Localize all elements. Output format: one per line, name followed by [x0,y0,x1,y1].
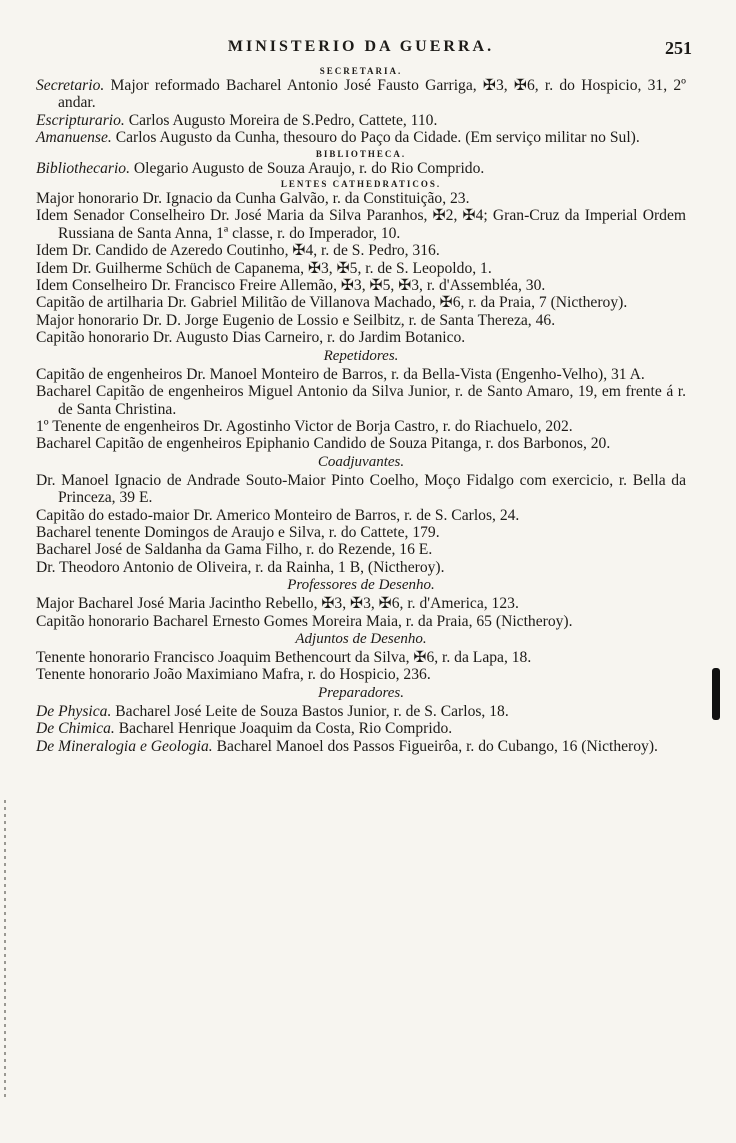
entry-text: Carlos Augusto da Cunha, thesouro do Paço da Cidade. (Em serviço militar no Sul). [115,129,640,147]
entry-coadjuvante: Bacharel tenente Domingos de Araujo e Silva, r. do Cattete, 179. [36,523,440,541]
entry-text: Olegario Augusto de Souza Araujo, r. do Rio Comprido. [133,159,485,177]
entry-escripturario [36,112,686,129]
entry-lente: Major honorario Dr. D. Jorge Eugenio de Lossio e Seilbitz, r. de Santa Thereza, 46. [36,311,556,329]
role-label: Secretario. [36,77,105,94]
entry-lente: Idem Dr. Guilherme Schüch de Capanema, ✠3, ✠5, r. de S. Leopoldo, 1. [36,259,492,277]
entry-lente: Idem Conselheiro Dr. Francisco Freire Allemão, ✠3, ✠5, ✠3, r. d'Assembléa, 30. [36,277,546,295]
page-number: 251 [665,38,692,58]
entry-lente: Capitão honorario Dr. Augusto Dias Carneiro, r. do Jardim Botanico. [36,329,466,347]
entry-repetidor: 1º Tenente de engenheiros Dr. Agostinho Victor de Borja Castro, r. do Riachuelo, 202. [36,417,573,435]
entry-preparador-physica [36,703,686,720]
role-label: De Mineralogia e Geologia. [36,737,213,755]
entry-coadjuvante: Dr. Manoel Ignacio de Andrade Souto-Maior Pinto Coelho, Moço Fidalgo com exercicio, r. Bella da Princeza, 39 E. [36,471,686,507]
role-label: Bibliothecario. [36,159,130,177]
entry-lente: Idem Senador Conselheiro Dr. José Maria da Silva Paranhos, ✠2, ✠4; Gran-Cruz da Imperial Ordem Russiana de Santa Anna, 1ª classe, r. do Imperador, 10. [36,207,686,242]
entry-professor: Capitão honorario Bacharel Ernesto Gomes Moreira Maia, r. da Praia, 65 (Nictheroy). [36,612,573,630]
entry-text: Major reformado Bacharel Antonio José Fausto Garriga, ✠3, ✠6, r. do Hospicio, 31, 2º andar. [58,77,686,112]
ink-blot [712,668,720,720]
role-label: De Chimica. [36,720,115,738]
entry-lente: Capitão de artilharia Dr. Gabriel Militão de Villanova Machado, ✠6, r. da Praia, 7 (Nictheroy). [36,294,628,312]
entry-text: Carlos Augusto Moreira de S.Pedro, Cattete, 110. [128,111,438,129]
entry-text: Bacharel Manoel dos Passos Figueirôa, r. do Cubango, 16 (Nictheroy). [216,737,658,755]
entry-coadjuvante: Capitão do estado-maior Dr. Americo Monteiro de Barros, r. de S. Carlos, 24. [36,506,520,524]
entry-lente: Idem Dr. Candido de Azeredo Coutinho, ✠4, r. de S. Pedro, 316. [36,242,440,260]
binding-edge-marks [4,800,6,1100]
section-heading-lentes: LENTES CATHEDRATICOS. [280,179,442,190]
entry-amanuense [36,129,686,146]
entry-professor: Major Bacharel José Maria Jacintho Rebello, ✠3, ✠3, ✠6, r. d'America, 123. [36,595,519,613]
role-label: Amanuense. [36,129,112,147]
entry-repetidor: Bacharel Capitão de engenheiros Miguel Antonio da Silva Junior, r. de Santo Amaro, 19, em frente á r. de Santa Christina. [36,383,686,418]
subheading-professores: Professores de Desenho. [287,577,435,594]
role-label: Escripturario. [36,111,125,129]
entry-coadjuvante: Dr. Theodoro Antonio de Oliveira, r. da Rainha, 1 B, (Nictheroy). [36,558,445,576]
subheading-coadjuvantes: Coadjuvantes. [317,453,405,470]
entry-text: Bacharel José Leite de Souza Bastos Junior, r. de S. Carlos, 18. [115,702,509,720]
entry-repetidor: Bacharel Capitão de engenheiros Epiphanio Candido de Souza Pitanga, r. dos Barbonos, 20. [36,435,611,453]
entry-adjunto: Tenente honorario Francisco Joaquim Bethencourt da Silva, ✠6, r. da Lapa, 18. [36,648,532,666]
entry-preparador-chimica [36,720,686,737]
page-header [36,38,692,64]
section-heading-bibliotheca: BIBLIOTHECA. [315,148,407,159]
running-title: MINISTERIO DA GUERRA. [227,38,495,55]
section-heading-secretaria: SECRETARIA. [319,66,403,76]
entry-preparador-mineralogia [36,738,686,755]
role-label: De Physica. [36,702,112,720]
entry-text: Bacharel Henrique Joaquim da Costa, Rio Comprido. [118,720,453,738]
entry-bibliothecario [36,160,686,177]
entry-adjunto: Tenente honorario João Maximiano Mafra, r. do Hospicio, 236. [36,666,431,684]
subheading-preparadores: Preparadores. [318,684,404,701]
entry-coadjuvante: Bacharel José de Saldanha da Gama Filho, r. do Rezende, 16 E. [36,541,433,559]
entry-lente: Major honorario Dr. Ignacio da Cunha Galvão, r. da Constituição, 23. [36,190,470,208]
subheading-adjuntos: Adjuntos de Desenho. [295,630,427,647]
subheading-repetidores: Repetidores. [323,347,399,364]
entry-repetidor: Capitão de engenheiros Dr. Manoel Monteiro de Barros, r. da Bella-Vista (Engenho-Velho), 31 A. [36,365,645,383]
entry-secretario [36,77,686,112]
document-page [36,38,692,755]
